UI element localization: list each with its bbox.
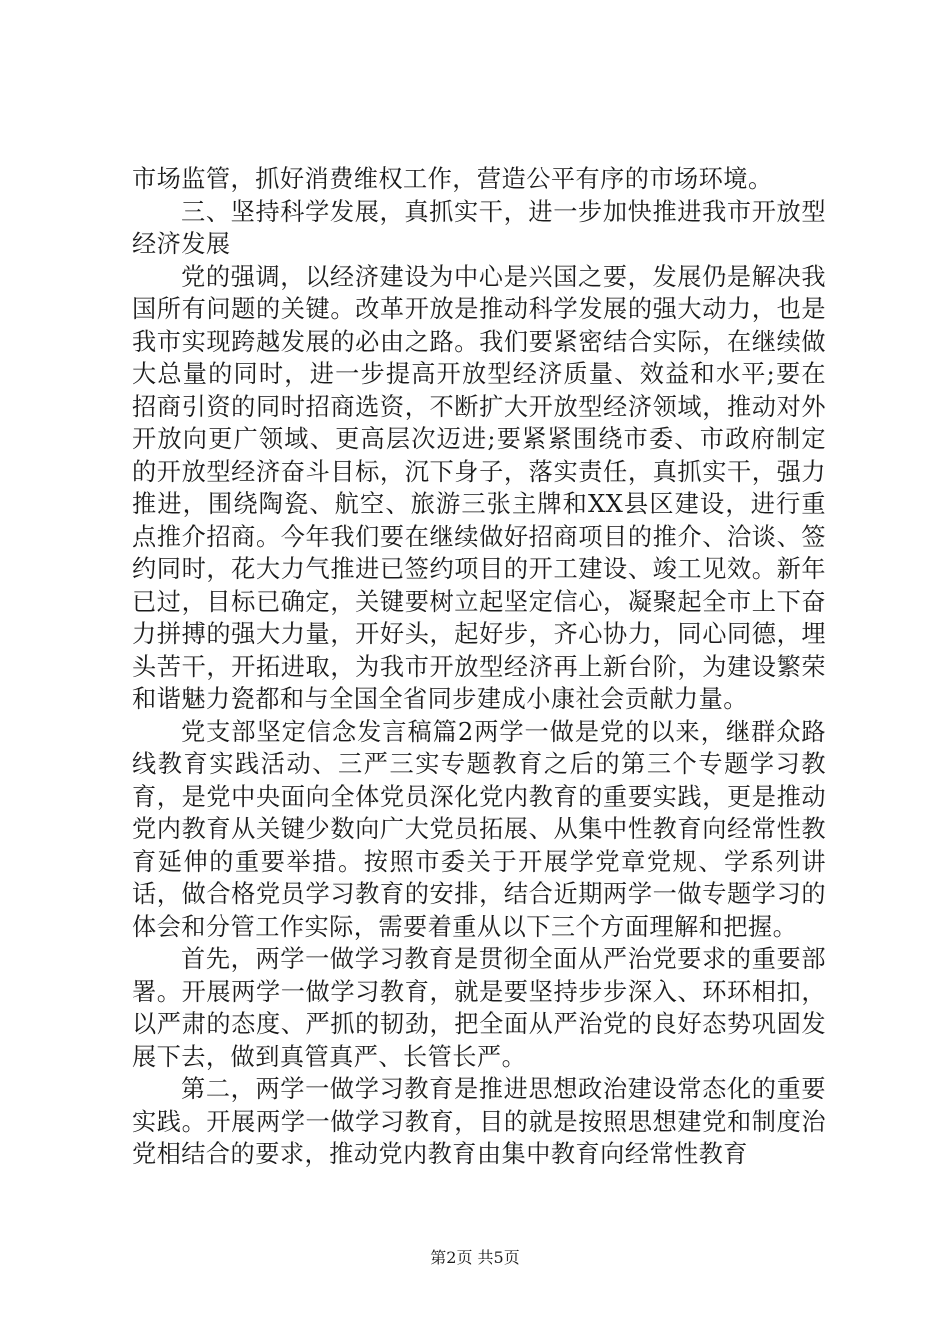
paragraph-4: 党支部坚定信念发言稿篇2两学一做是党的以来，继群众路线教育实践活动、三严三实专题教育之后的第三个专题学习教育，是党中央面向全体党员深化党内教育的重要实践，更是推动党内教育从关键少数向广大党员拓展、从集中性教育向经常性教育延伸的重要举措。按照市委关于开展学党章党规、学系列讲话，做合格党员学习教育的安排，结合近期两学一做专题学习的体会和分管工作实际，需要着重从以下三个方面理解和把握。 xyxy=(132,717,826,941)
paragraph-3: 党的强调，以经济建设为中心是兴国之要，发展仍是解决我国所有问题的关键。改革开放是推动科学发展的强大动力，也是我市实现跨越发展的必由之路。我们要紧密结合实际，在继续做大总量的同时，进一步提高开放型经济质量、效益和水平;要在招商引资的同时招商选资，不断扩大开放型经济领域，推动对外开放向更广领域、更高层次迈进;要紧紧围绕市委、市政府制定的开放型经济奋斗目标，沉下身子，落实责任，真抓实干，强力推进，围绕陶瓷、航空、旅游三张主牌和XX县区建设，进行重点推介招商。今年我们要在继续做好招商项目的推介、洽谈、签约同时，花大力气推进已签约项目的开工建设、竣工见效。新年已过，目标已确定，关键要树立起坚定信心，凝聚起全市上下奋力拼搏的强大力量，开好头，起好步，齐心协力，同心同德，埋头苦干，开拓进取，为我市开放型经济再上新台阶，为建设繁荣和谐魅力瓷都和与全国全省同步建成小康社会贡献力量。 xyxy=(132,262,826,713)
page-number-footer: 第2页 共5页 xyxy=(430,1248,520,1267)
paragraph-1: 市场监管，抓好消费维权工作，营造公平有序的市场环境。 xyxy=(132,165,773,193)
document-body xyxy=(132,163,826,1171)
section-heading: 三、坚持科学发展，真抓实干，进一步加快推进我市开放型经济发展 xyxy=(132,197,826,258)
paragraph-5: 首先，两学一做学习教育是贯彻全面从严治党要求的重要部署。开展两学一做学习教育，就是要坚持步步深入、环环相扣，以严肃的态度、严抓的韧劲，把全面从严治党的良好态势巩固发展下去，做到真管真严、长管长严。 xyxy=(132,945,826,1071)
paragraph-6: 第二，两学一做学习教育是推进思想政治建设常态化的重要实践。开展两学一做学习教育，目的就是按照思想建党和制度治党相结合的要求，推动党内教育由集中教育向经常性教育 xyxy=(132,1075,826,1168)
